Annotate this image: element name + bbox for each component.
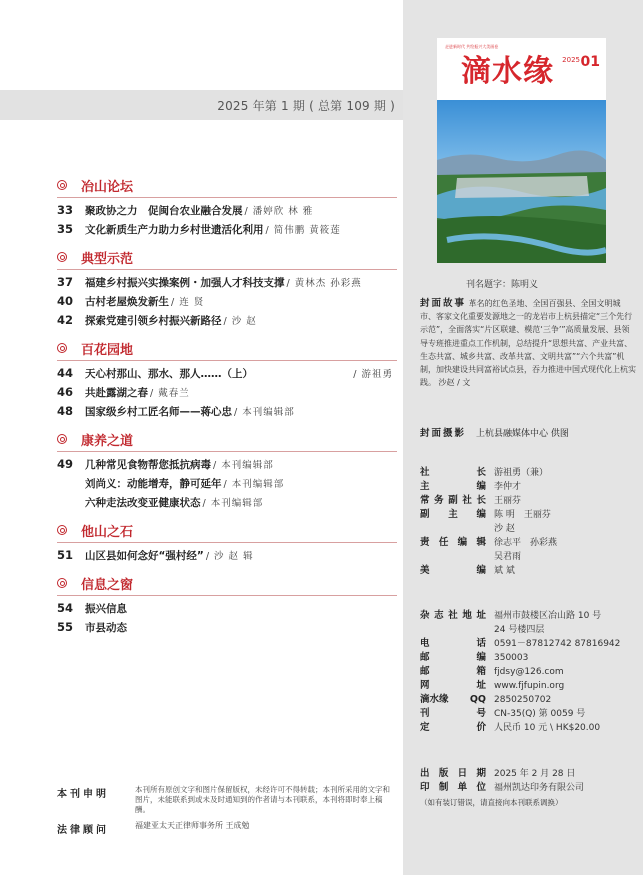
toc-page-number: 54: [57, 601, 74, 615]
toc-entry[interactable]: [57, 548, 397, 567]
staff-value: 徐志平 孙彩燕 吴君雨: [494, 538, 558, 562]
contact-label: 杂 志 社 地 址: [420, 610, 486, 621]
contact-value: 2850250702: [494, 695, 552, 705]
staff-list: [420, 466, 636, 578]
contact-label: 电 话: [420, 638, 486, 649]
contact-row: [420, 707, 636, 721]
toc-section-title: 百花园地: [81, 342, 134, 358]
toc-entry-author: / 本刊编辑部: [223, 479, 285, 490]
toc-entry[interactable]: [57, 620, 397, 639]
toc-page-number: 35: [57, 222, 74, 236]
staff-row: [420, 494, 636, 508]
cover-story-text: 革名的红色圣地、全国百强县、全国文明城市、客家文化重要发源地之一的龙岩市上杭县描定“三个先行示范”，全面落实“片区联建、模范‘三争’”高质量发展、县领导专班推进重点工作机制，总结提升“思想共富、产业共富、生态共富、城乡共富、改革共富、文明共富”“六个共富”机制，加快建设共同富裕试点县，吞力推进中国式现代化上杭实践。 沙赵 / 文: [420, 299, 636, 388]
section-divider: [57, 595, 397, 596]
toc-section-title: 典型示范: [81, 251, 134, 267]
cover-story: [420, 297, 636, 389]
toc-section-title: 信息之窗: [81, 577, 134, 593]
contact-value: 0591－87812742 87816942: [494, 639, 621, 649]
issue-label: 2025 年第 1 期 ( 总第 109 期 ): [217, 99, 395, 113]
toc-entry[interactable]: [57, 275, 397, 294]
staff-row: [420, 466, 636, 480]
staff-label: 主 编: [420, 481, 486, 492]
title-inscription: 刊名题字：陈明义: [466, 280, 539, 290]
publish-row: [420, 767, 636, 781]
staff-label: 美 编: [420, 565, 486, 576]
section-circle-icon: [57, 525, 67, 535]
toc-section-title: 冶山论坛: [81, 179, 134, 195]
toc-entry-author: / 沙 赵: [223, 316, 257, 327]
contact-row: [420, 665, 636, 679]
contact-list: [420, 609, 636, 735]
toc-entry-title: 国家级乡村工匠名师——蒋心忠: [85, 406, 232, 418]
toc-section[interactable]: [57, 572, 397, 594]
statement-row: [57, 785, 397, 815]
toc-entry[interactable]: [57, 601, 397, 620]
toc-page-number: 37: [57, 275, 74, 289]
toc-entry-title: 几种常见食物帮您抵抗病毒: [85, 459, 211, 471]
section-divider: [57, 542, 397, 543]
toc-entry-title: 福建乡村振兴实操案例・加强人才科技支撑: [85, 277, 285, 289]
toc-entry-title: 刘尚义：动能增寿，静可延年: [85, 478, 222, 490]
table-of-contents: [57, 172, 397, 642]
staff-label: 副 主 编: [420, 509, 486, 520]
section-divider: [57, 360, 397, 361]
staff-row: [420, 564, 636, 578]
staff-label: 责 任 编 辑: [420, 537, 486, 548]
statement-label: 本刊申明: [57, 789, 109, 800]
contact-label: 网 址: [420, 680, 486, 691]
toc-page-number: 49: [57, 457, 74, 471]
toc-entry-title: 振兴信息: [85, 603, 127, 615]
toc-entry[interactable]: [57, 222, 397, 241]
section-circle-icon: [57, 343, 67, 353]
legal-row: [57, 821, 397, 836]
toc-entry-author: / 本刊编辑部: [202, 498, 264, 509]
toc-page-number: 46: [57, 385, 74, 399]
publish-value: 2025 年 2 月 28 日: [494, 769, 576, 779]
cover-title: 滴水缘: [461, 54, 554, 89]
staff-value: 游祖勇（兼）: [494, 468, 549, 478]
cover-photo-text: 上杭县融媒体中心 供图: [476, 429, 569, 439]
toc-page-number: 51: [57, 548, 74, 562]
publish-label: 出 版 日 期: [420, 768, 486, 779]
cover-header: [437, 38, 606, 98]
toc-entry-title: 共赴露湖之春: [85, 387, 148, 399]
publish-list: [420, 767, 636, 795]
publish-row: [420, 781, 636, 795]
cover-thumbnail[interactable]: [437, 38, 606, 263]
toc-entry-title: 聚政协之力 促闽台农业融合发展: [85, 205, 243, 217]
section-divider: [57, 197, 397, 198]
contact-value: 350003: [494, 653, 529, 663]
staff-row: [420, 536, 636, 564]
toc-page-number: 48: [57, 404, 74, 418]
toc-entry-author: / 黄林杰 孙彩燕: [286, 278, 362, 289]
contact-value: fjdsy@126.com: [494, 667, 564, 677]
contact-label: 定 价: [420, 722, 486, 733]
cover-slogan: 走进新时代 共绘振兴大美画卷: [445, 44, 499, 49]
toc-section-title: 他山之石: [81, 524, 134, 540]
contact-row: [420, 651, 636, 665]
legal-label: 法律顾问: [57, 825, 109, 836]
toc-entry-author: / 本刊编辑部: [234, 407, 295, 418]
toc-section[interactable]: [57, 428, 397, 450]
staff-label: 社 长: [420, 467, 486, 478]
contact-value: CN-35(Q) 第 0059 号: [494, 709, 586, 719]
toc-entry-author: / 戴春兰: [150, 388, 190, 399]
cover-year: 2025: [562, 56, 580, 64]
cover-photo-credit: [420, 425, 569, 439]
legal-text: 福建亚太天正律师事务所 王成勉: [135, 821, 250, 830]
toc-entry-author: / 本刊编辑部: [213, 460, 274, 471]
toc-entry[interactable]: [57, 366, 397, 385]
staff-value: 李仲才: [494, 482, 522, 492]
bottom-notes: [57, 785, 397, 842]
toc-entry-title: 六种走法改变亚健康状态: [85, 497, 201, 509]
cover-landscape-image: [437, 100, 606, 263]
contact-value: www.fjfupin.org: [494, 681, 565, 691]
toc-entry-title: 山区县如何念好“强村经”: [85, 550, 204, 562]
staff-label: 常 务 副 社 长: [420, 495, 486, 506]
contact-row: [420, 637, 636, 651]
toc-entry-author: / 简伟鹏 黄筱莲: [265, 225, 341, 236]
toc-page-number: 42: [57, 313, 74, 327]
print-note: （如有装订错误，请直接向本刊联系调换）: [420, 798, 563, 807]
staff-value: 斌 斌: [494, 566, 515, 576]
section-divider: [57, 269, 397, 270]
statement-text: 本刊所有原创文字和图片保留版权，未经许可不得转载；本刊所采用的文字和图片，未能联系到或未及时通知到的作者请与本刊联系，本刊将即时奉上稿酬。: [135, 785, 390, 814]
contact-label: 邮 箱: [420, 666, 486, 677]
contact-value: 福州市鼓楼区冶山路 10 号 24 号楼四层: [494, 611, 602, 635]
section-circle-icon: [57, 252, 67, 262]
contact-row: [420, 693, 636, 707]
publish-label: 印 制 单 位: [420, 782, 486, 793]
toc-section[interactable]: [57, 519, 397, 541]
toc-section[interactable]: [57, 246, 397, 268]
toc-entry[interactable]: [57, 203, 397, 222]
contact-label: 滴水缘 QQ: [420, 694, 486, 705]
toc-entry-author: / 潘婷欣 林 雅: [244, 206, 314, 217]
toc-entry-title: 天心村那山、那水、那人……（上）: [85, 368, 253, 380]
toc-entry[interactable]: [57, 404, 397, 423]
cover-number: 01: [580, 54, 600, 70]
toc-entry[interactable]: [57, 476, 397, 495]
toc-entry[interactable]: [57, 457, 397, 476]
publish-value: 福州凯达印务有限公司: [494, 783, 585, 793]
contact-row: [420, 609, 636, 637]
toc-section[interactable]: [57, 174, 397, 196]
toc-page-number: 55: [57, 620, 74, 634]
toc-entry-author: / 连 贤: [171, 297, 205, 308]
contact-row: [420, 721, 636, 735]
section-circle-icon: [57, 434, 67, 444]
toc-entry-title: 古村老屋焕发新生: [85, 296, 169, 308]
toc-entry[interactable]: [57, 385, 397, 404]
toc-entry[interactable]: [57, 313, 397, 332]
staff-value: 陈 明 王丽芬 沙 赵: [494, 510, 551, 534]
toc-entry-author: / 沙 赵 辑: [205, 551, 254, 562]
toc-entry-title: 市县动态: [85, 622, 127, 634]
toc-entry[interactable]: [57, 495, 397, 514]
toc-entry-title: 文化新质生产力助力乡村世遗活化利用: [85, 224, 264, 236]
contact-label: 邮 编: [420, 652, 486, 663]
toc-page-number: 33: [57, 203, 74, 217]
section-circle-icon: [57, 180, 67, 190]
toc-entry-title: 探索党建引领乡村振兴新路径: [85, 315, 222, 327]
toc-section[interactable]: [57, 337, 397, 359]
staff-row: [420, 508, 636, 536]
toc-page-number: 40: [57, 294, 74, 308]
cover-photo-label: 封面摄影: [420, 428, 467, 439]
staff-value: 王丽芬: [494, 496, 522, 506]
staff-row: [420, 480, 636, 494]
toc-entry-author: / 游祖勇: [353, 369, 393, 380]
section-circle-icon: [57, 578, 67, 588]
contact-row: [420, 679, 636, 693]
contact-label: 刊 号: [420, 708, 486, 719]
contact-value: 人民币 10 元 \ HK$20.00: [494, 723, 601, 733]
toc-page-number: 44: [57, 366, 74, 380]
section-divider: [57, 451, 397, 452]
toc-entry[interactable]: [57, 294, 397, 313]
cover-story-label: 封面故事: [420, 298, 467, 309]
toc-section-title: 康养之道: [81, 433, 134, 449]
